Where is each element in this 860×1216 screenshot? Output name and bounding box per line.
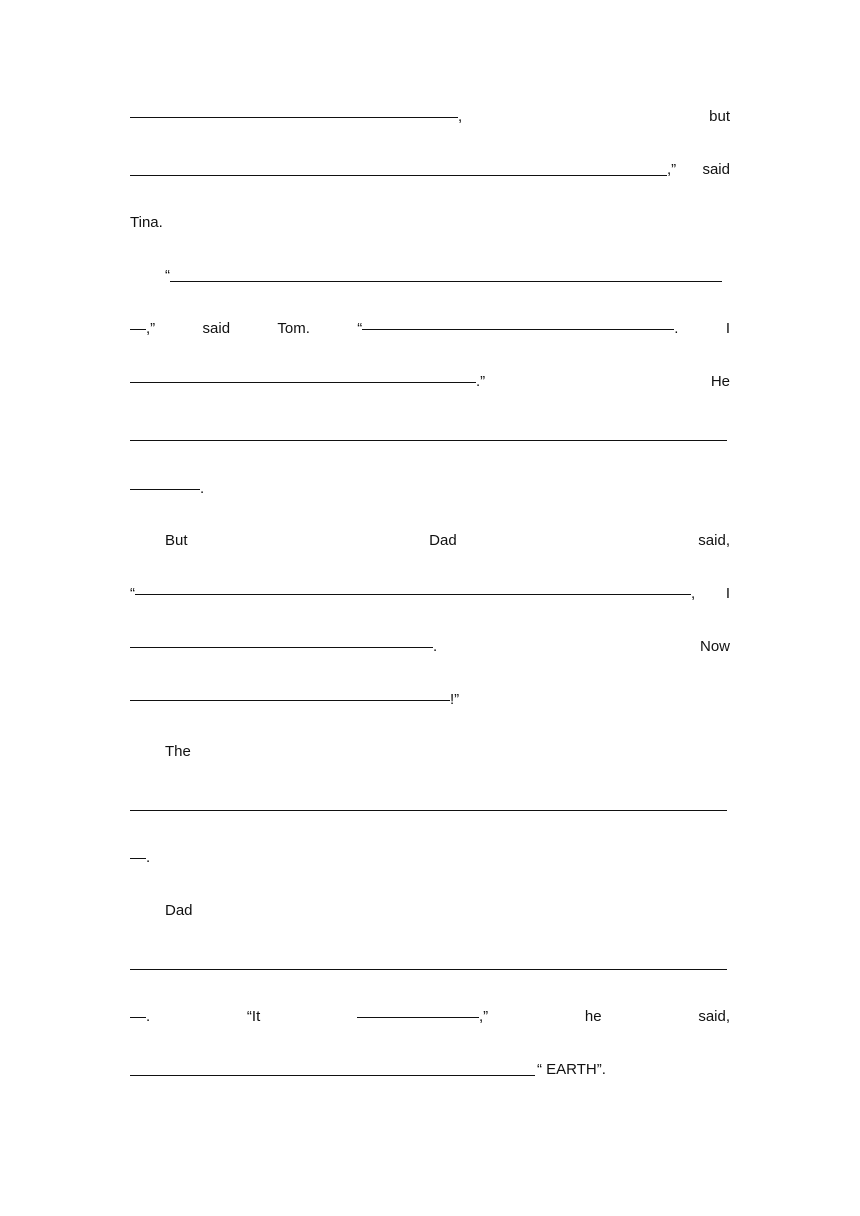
blank-1[interactable]: , bbox=[130, 102, 462, 126]
word-said: said bbox=[702, 161, 730, 178]
word-dad: Dad bbox=[429, 532, 457, 549]
word-now: Now bbox=[699, 638, 730, 655]
line-14 bbox=[130, 792, 730, 814]
blank-13[interactable] bbox=[130, 1060, 535, 1076]
blank-11[interactable] bbox=[130, 954, 727, 970]
blank-8[interactable]: . bbox=[130, 632, 437, 656]
word-the: The bbox=[165, 743, 191, 760]
word-said-3: said, bbox=[698, 532, 730, 549]
blank-10-continued[interactable]: . bbox=[130, 843, 150, 867]
word-earth: “ EARTH”. bbox=[537, 1061, 606, 1078]
word-but: but bbox=[709, 108, 730, 125]
word-said-2: said bbox=[202, 320, 231, 337]
blank-4[interactable]: “ . bbox=[357, 314, 678, 338]
line-2 bbox=[130, 157, 730, 179]
line-1 bbox=[130, 104, 730, 126]
word-said-4: said, bbox=[698, 1008, 730, 1025]
word-i: I bbox=[725, 320, 730, 337]
word-dad-2: Dad bbox=[165, 902, 193, 919]
line-6 bbox=[130, 369, 730, 391]
line-16 bbox=[165, 898, 730, 920]
line-9 bbox=[165, 528, 730, 550]
word-he: He bbox=[710, 373, 730, 390]
blank-11-continued[interactable]: . bbox=[130, 1002, 150, 1026]
line-4 bbox=[165, 263, 730, 285]
word-it: “It bbox=[246, 1008, 261, 1025]
line-8 bbox=[130, 476, 730, 498]
line-19 bbox=[130, 1057, 730, 1079]
line-11 bbox=[130, 634, 730, 656]
line-3 bbox=[130, 210, 730, 232]
line-18 bbox=[130, 1004, 730, 1026]
blank-9[interactable]: !” bbox=[130, 685, 459, 709]
open-quote: “ bbox=[165, 267, 170, 284]
blank-10[interactable] bbox=[130, 795, 727, 811]
blank-5[interactable]: .” bbox=[130, 367, 485, 391]
line-10 bbox=[130, 581, 730, 603]
blank-6[interactable] bbox=[130, 425, 727, 441]
word-tina: Tina. bbox=[130, 214, 163, 231]
line-17 bbox=[130, 951, 730, 973]
blank-7[interactable]: “ , bbox=[130, 579, 695, 603]
blank-12[interactable]: ,” bbox=[357, 1002, 488, 1026]
word-tom: Tom. bbox=[277, 320, 310, 337]
blank-6-continued[interactable]: . bbox=[130, 474, 204, 498]
blank-3[interactable] bbox=[170, 266, 722, 282]
line-15 bbox=[130, 845, 730, 867]
word-he-2: he bbox=[584, 1008, 602, 1025]
blank-3-continued[interactable]: ,” bbox=[130, 314, 155, 338]
line-12 bbox=[130, 687, 730, 709]
line-13 bbox=[165, 739, 730, 761]
line-5 bbox=[130, 316, 730, 338]
word-but-2: But bbox=[165, 532, 188, 549]
blank-2[interactable]: ,” bbox=[130, 160, 702, 179]
word-i-2: I bbox=[725, 585, 730, 602]
line-7 bbox=[130, 422, 730, 444]
